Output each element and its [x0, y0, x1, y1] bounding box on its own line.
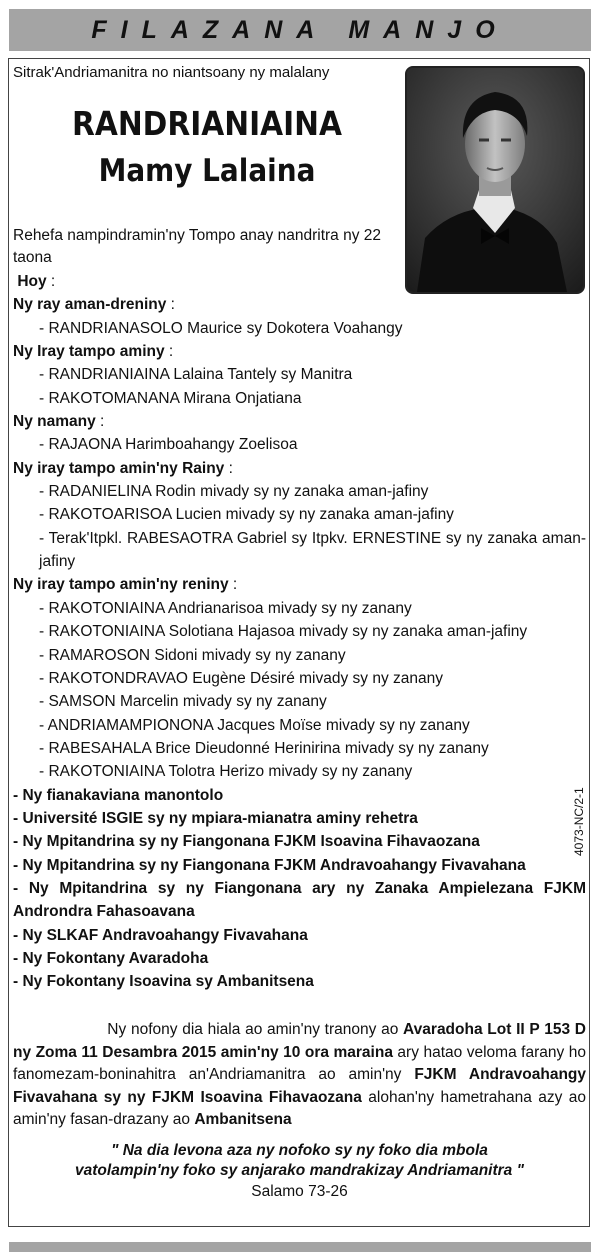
list-item: - RAKOTONIAINA Andrianarisoa mivady sy ny zanany [39, 599, 412, 617]
other-mourner: - Ny Mpitandrina sy ny Fiangonana FJKM Isoavina Fihavaozana [13, 833, 480, 851]
portrait-illustration [407, 68, 583, 292]
section-heading: Ny Iray tampo aminy : [13, 343, 174, 361]
list-item: - ANDRIAMAMPIONONA Jacques Moïse mivady sy ny zanany [39, 716, 470, 734]
burial-place: Ambanitsena [194, 1111, 292, 1128]
scripture-quote [13, 1141, 586, 1181]
other-mourner: - Ny Fokontany Isoavina sy Ambanitsena [13, 973, 314, 991]
header-banner [9, 9, 591, 51]
section-heading: Ny iray tampo amin'ny reniny : [13, 576, 238, 594]
list-item: - RAKOTONIAINA Tolotra Herizo mivady sy ny zanany [39, 763, 413, 781]
hoy-line: Hoy : [17, 273, 56, 290]
quote-line: " Na dia levona aza ny nofoko sy ny foko dia mbola [111, 1142, 488, 1159]
psalm-reference: Salamo 73-26 [251, 1183, 348, 1200]
other-mourner: - Université ISGIE sy ny mpiara-mianatra aminy rehetra [13, 809, 418, 827]
list-item: - RAKOTOARISOA Lucien mivady sy ny zanaka aman-jafiny [39, 506, 454, 524]
list-item: - RAJAONA Harimboahangy Zoelisoa [39, 436, 298, 454]
funeral-text: ary hatao veloma farany ho fanomezam-boninahitra an'Andriamanitra ao amin'ny [13, 1043, 586, 1083]
funeral-details [13, 1019, 586, 1132]
list-item: - SAMSON Marcelin mivady sy ny zanany [39, 693, 327, 711]
list-item: - RAKOTONIAINA Solotiana Hajasoa mivady sy ny zanaka aman-jafiny [39, 623, 528, 641]
section-heading: Ny iray tampo amin'ny Rainy : [13, 459, 233, 477]
section-heading: Ny namany : [13, 413, 105, 431]
list-item: - Terak'Itpkl. RABESAOTRA Gabriel sy Itpkv. ERNESTINE sy ny zanaka aman-jafiny [39, 529, 586, 571]
funeral-churches: FJKM Andravoahangy Fivavahana sy ny FJKM Isoavina Fihavaozana [13, 1066, 587, 1106]
portrait-photo [405, 66, 585, 294]
banner-title: FILAZANA MANJO [91, 15, 509, 44]
intro-text: Sitrak'Andriamanitra no niantsoany ny malalany [13, 64, 330, 81]
funeral-address-date: Avaradoha Lot II P 153 D ny Zoma 11 Desambra 2015 amin'ny 10 ora maraina [13, 1021, 586, 1061]
list-item: - RADANIELINA Rodin mivady sy ny zanaka aman-jafiny [39, 483, 429, 501]
footer-bar [9, 1242, 591, 1252]
list-item: - RAMAROSON Sidoni mivady sy ny zanany [39, 646, 346, 664]
other-mourner: - Ny Fokontany Avaradoha [13, 949, 209, 967]
list-item: - RANDRIANASOLO Maurice sy Dokotera Voahangy [39, 319, 403, 337]
deceased-given-names: Mamy Lalaina [98, 153, 316, 189]
hoy-label: Hoy [17, 273, 47, 290]
deceased-surname: RANDRIANIAINA [71, 104, 343, 143]
list-item: - RABESAHALA Brice Dieudonné Herinirina mivady sy ny zanany [39, 739, 489, 757]
ad-reference-code: 4073-NC/2-1 [572, 787, 586, 856]
other-mourner: - Ny fianakaviana manontolo [13, 786, 224, 804]
other-mourner: - Ny Mpitandrina sy ny Fiangonana FJKM Andravoahangy Fivavahana [13, 856, 526, 874]
family-list [13, 270, 586, 994]
other-mourner: - Ny SLKAF Andravoahangy Fivavahana [13, 926, 308, 944]
other-mourner: - Ny Mpitandrina sy ny Fiangonana ary ny Zanaka Ampielezana FJKM Androndra Fahasoavana [13, 879, 586, 921]
rehefa-text: Rehefa nampindramin'ny Tompo anay nandritra ny 22 taona [13, 227, 382, 266]
list-item: - RAKOTONDRAVAO Eugène Désiré mivady sy ny zanany [39, 669, 444, 687]
quote-line: vatolampin'ny foko sy anjarako mandrakizay Andriamanitra " [75, 1162, 524, 1179]
funeral-text: alohan'ny hametrahana azy ao amin'ny fasan-drazany ao [13, 1088, 586, 1128]
funeral-text: Ny nofony dia hiala ao amin'ny tranony ao [107, 1021, 404, 1038]
list-item: - RAKOTOMANANA Mirana Onjatiana [39, 389, 302, 407]
list-item: - RANDRIANIAINA Lalaina Tantely sy Manitra [39, 366, 353, 384]
section-heading: Ny ray aman-dreniny : [13, 296, 175, 314]
